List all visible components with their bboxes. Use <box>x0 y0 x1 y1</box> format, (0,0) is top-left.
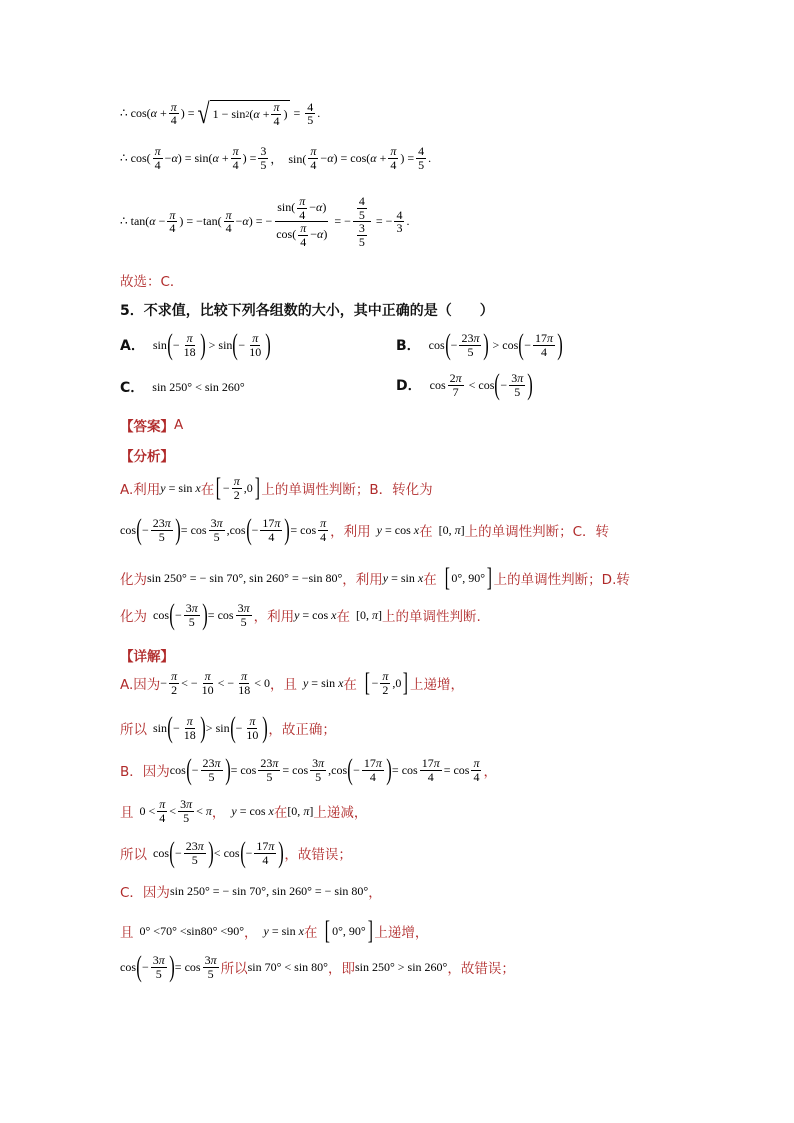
question-text: 不求值，比较下列各组数的大小，其中正确的是（ ） <box>143 303 494 319</box>
detail-label-line <box>120 645 174 665</box>
detail-text: 所以 <box>120 722 147 738</box>
derivation-line-1 <box>120 96 321 130</box>
option-d-label: D． <box>396 378 422 394</box>
therefore-symbol: ∴ <box>120 150 128 165</box>
option-d <box>396 370 533 400</box>
analysis-line-1: A.利用 y = sin x 在 [ − $\frac{\pi}{2}$ ,0 ] 上的单调性判断；B．转化为 <box>120 473 433 503</box>
option-c <box>120 377 245 397</box>
detail-text: 上递减， <box>313 805 368 822</box>
detail-text: 在 <box>273 805 288 822</box>
detail-a-line-2: 所以 sin ( − $\frac{\pi}{18}$ ) > sin ( − $\frac{\pi}{10}$ ) ，故正确； <box>120 711 336 744</box>
detail-text: 上递增， <box>410 677 465 694</box>
detail-text: B．因为 <box>120 764 170 780</box>
detail-text: 且 <box>120 925 134 941</box>
tan-result-den: 3 <box>396 221 403 236</box>
detail-text: 在 <box>303 925 318 941</box>
detail-text: ，故错误； <box>284 847 352 863</box>
analysis-label-line <box>120 445 174 465</box>
detail-text: ， <box>244 925 258 941</box>
detail-c-line-3: cos ( − $\frac{3\pi}{5}$ ) = cos $\frac{3\pi}{5}$ 所以 sin 70° < sin 80° ，即 sin 250° > sin 260° ，故错误； <box>120 950 515 983</box>
analysis-text: ，利用 <box>253 609 295 625</box>
option-b <box>396 330 563 360</box>
detail-c-line-2: 且 0° <70° <sin80° <90° ， y = sin x 在 [ 0°, 90° ] 上递增， <box>120 916 429 945</box>
analysis-text: A.利用 <box>120 482 161 499</box>
option-b-math: cos ( − $\frac{23\pi}{5}$ ) > cos ( − $\frac{17\pi}{4}$ ) <box>428 328 563 361</box>
detail-a-line-1: A.因为 − $\frac{\pi}{2}$ < − $\frac{\pi}{10}$ < − $\frac{\pi}{18}$ < 0 ，且 y = sin x 在 [ − $\frac{\pi}{2}$ ,0 ] 上递增， <box>120 668 465 698</box>
analysis-text: 化为 <box>120 572 147 588</box>
analysis-line-3: 化为 sin 250° = − sin 70°, sin 260° = −sin 80° ，利用 y = sin x 在 [ 0°, 90° ] 上的单调性判断；D.转 <box>120 563 630 592</box>
tan-result-num: 4 <box>396 207 403 222</box>
sin2-result-den: 5 <box>418 157 425 172</box>
analysis-text: 上的单调性判断；B．转化为 <box>261 482 433 499</box>
analysis-line-4: 化为 cos ( − $\frac{3\pi}{5}$ ) = cos $\frac{3\pi}{5}$ ，利用 y = cos x 在 [0, π ] 上的单调性判断. <box>120 598 481 631</box>
detail-text: 且 <box>120 805 134 822</box>
answer-value: A <box>174 417 184 433</box>
option-a-label: A． <box>120 338 145 354</box>
option-c-label: C． <box>120 380 145 396</box>
analysis-text: 在 <box>423 572 437 588</box>
detail-b-line-3: 所以 cos ( − $\frac{23\pi}{5}$ ) < cos ( − $\frac{17\pi}{4}$ ) ，故错误； <box>120 836 352 869</box>
therefore-symbol: ∴ <box>120 214 128 229</box>
analysis-label: 【分析】 <box>120 449 174 465</box>
detail-text: C．因为 <box>120 885 170 901</box>
derivation-line-2 <box>120 145 431 171</box>
option-b-label: B． <box>396 338 421 354</box>
detail-text: ，故错误； <box>447 961 515 977</box>
sin-result-den: 5 <box>260 157 267 172</box>
question-number: 5． <box>120 303 144 319</box>
detail-text: ， <box>368 885 382 901</box>
math-cos-diff: ∴ cos( $\frac{\pi}{4}$ − α ) = sin( α + $\frac{\pi}{4}$ ) = $\frac{3}{5}$ ， sin( $\frac{\pi}{4}$ − α ) = cos( α + $\frac{\pi}{4}$ ) = $\frac{4}{5}$ . <box>120 144 432 172</box>
option-c-math: sin 250° < sin 260° <box>152 379 245 394</box>
detail-text: ， <box>483 764 497 780</box>
option-d-math: cos $\frac{2\pi}{7}$ < cos ( − $\frac{3\pi}{5}$ ) <box>429 368 533 401</box>
detail-text: ，且 <box>269 677 297 694</box>
math-cos-sum: ∴ cos( α + $\frac{\pi}{4}$ ) = √ 1 − sin 2 ( α + $\frac{\pi}{4}$ ) = $\frac{4}{5}$ . <box>120 96 321 130</box>
question-5 <box>120 300 494 320</box>
detail-c-line-1: C．因为 sin 250° = − sin 70°, sin 260° = − sin 80° ， <box>120 881 382 901</box>
detail-b-line-2: 且 0 < $\frac{\pi}{4}$ < $\frac{3\pi}{5}$ < π ， y = cos x 在 [0, π ] 上递减， <box>120 797 368 825</box>
sin-result-num: 3 <box>260 144 267 158</box>
analysis-text: ，利用 <box>342 572 383 588</box>
answer-label: 【答案】 <box>120 419 174 435</box>
cos-result-den: 5 <box>307 113 314 128</box>
detail-text: 上递增， <box>374 925 429 941</box>
therefore-symbol: ∴ <box>120 106 128 121</box>
detail-text: ，故正确； <box>268 722 336 738</box>
derivation-line-3 <box>120 195 409 248</box>
analysis-text: 在 <box>200 482 215 499</box>
answer-line <box>120 415 183 435</box>
analysis-text: ，利用 <box>330 524 371 540</box>
analysis-line-2: cos ( − $\frac{23\pi}{5}$ ) = cos $\frac{3\pi}{5}$ ,cos ( − $\frac{17\pi}{4}$ ) = cos $\frac{\pi}{4}$ ，利用 y = cos x 在 [0, π ] 上的单调性判断；C．转 <box>120 513 610 546</box>
cos-result-num: 4 <box>307 99 314 114</box>
sin2-result-num: 4 <box>418 144 425 158</box>
answer-select-line <box>120 270 183 290</box>
detail-text: 所以 <box>220 961 248 977</box>
analysis-text: 在 <box>419 524 433 540</box>
detail-text: 在 <box>343 677 357 694</box>
answer-select-text: 故选：C． <box>120 274 184 290</box>
detail-b-line-1: B．因为 cos ( − $\frac{23\pi}{5}$ ) = cos $\frac{23\pi}{5}$ = cos $\frac{3\pi}{5}$ ,cos ( − $\frac{17\pi}{4}$ ) = cos $\frac{17\pi}{4}$ = cos $\frac{\pi}{4}$ ， <box>120 753 497 786</box>
detail-text: A.因为 <box>120 677 161 694</box>
option-a-math: sin ( − $\frac{\pi}{18}$ ) > sin ( − $\frac{\pi}{10}$ ) <box>152 328 271 361</box>
analysis-text: 上的单调性判断；D.转 <box>493 572 630 588</box>
math-tan: ∴ tan( α − $\frac{\pi}{4}$ ) = −tan( $\frac{\pi}{4}$ − α ) = − sin( $\frac{\pi}{4}$ −α) cos( $\frac{\pi}{4}$ −α) = − $\frac{\frac{4}{5}}{\frac{3}{5}}$ = − $\frac{4}{3}$ . <box>120 194 410 249</box>
detail-label: 【详解】 <box>120 649 174 665</box>
analysis-text: 化为 <box>120 609 147 625</box>
analysis-text: 上的单调性判断；C．转 <box>464 524 610 540</box>
analysis-text: 上的单调性判断. <box>382 609 481 625</box>
detail-text: 所以 <box>120 847 147 863</box>
analysis-text: 在 <box>336 609 350 625</box>
detail-text: ， <box>211 805 226 822</box>
option-a <box>120 330 271 360</box>
detail-text: ，即 <box>327 961 355 977</box>
